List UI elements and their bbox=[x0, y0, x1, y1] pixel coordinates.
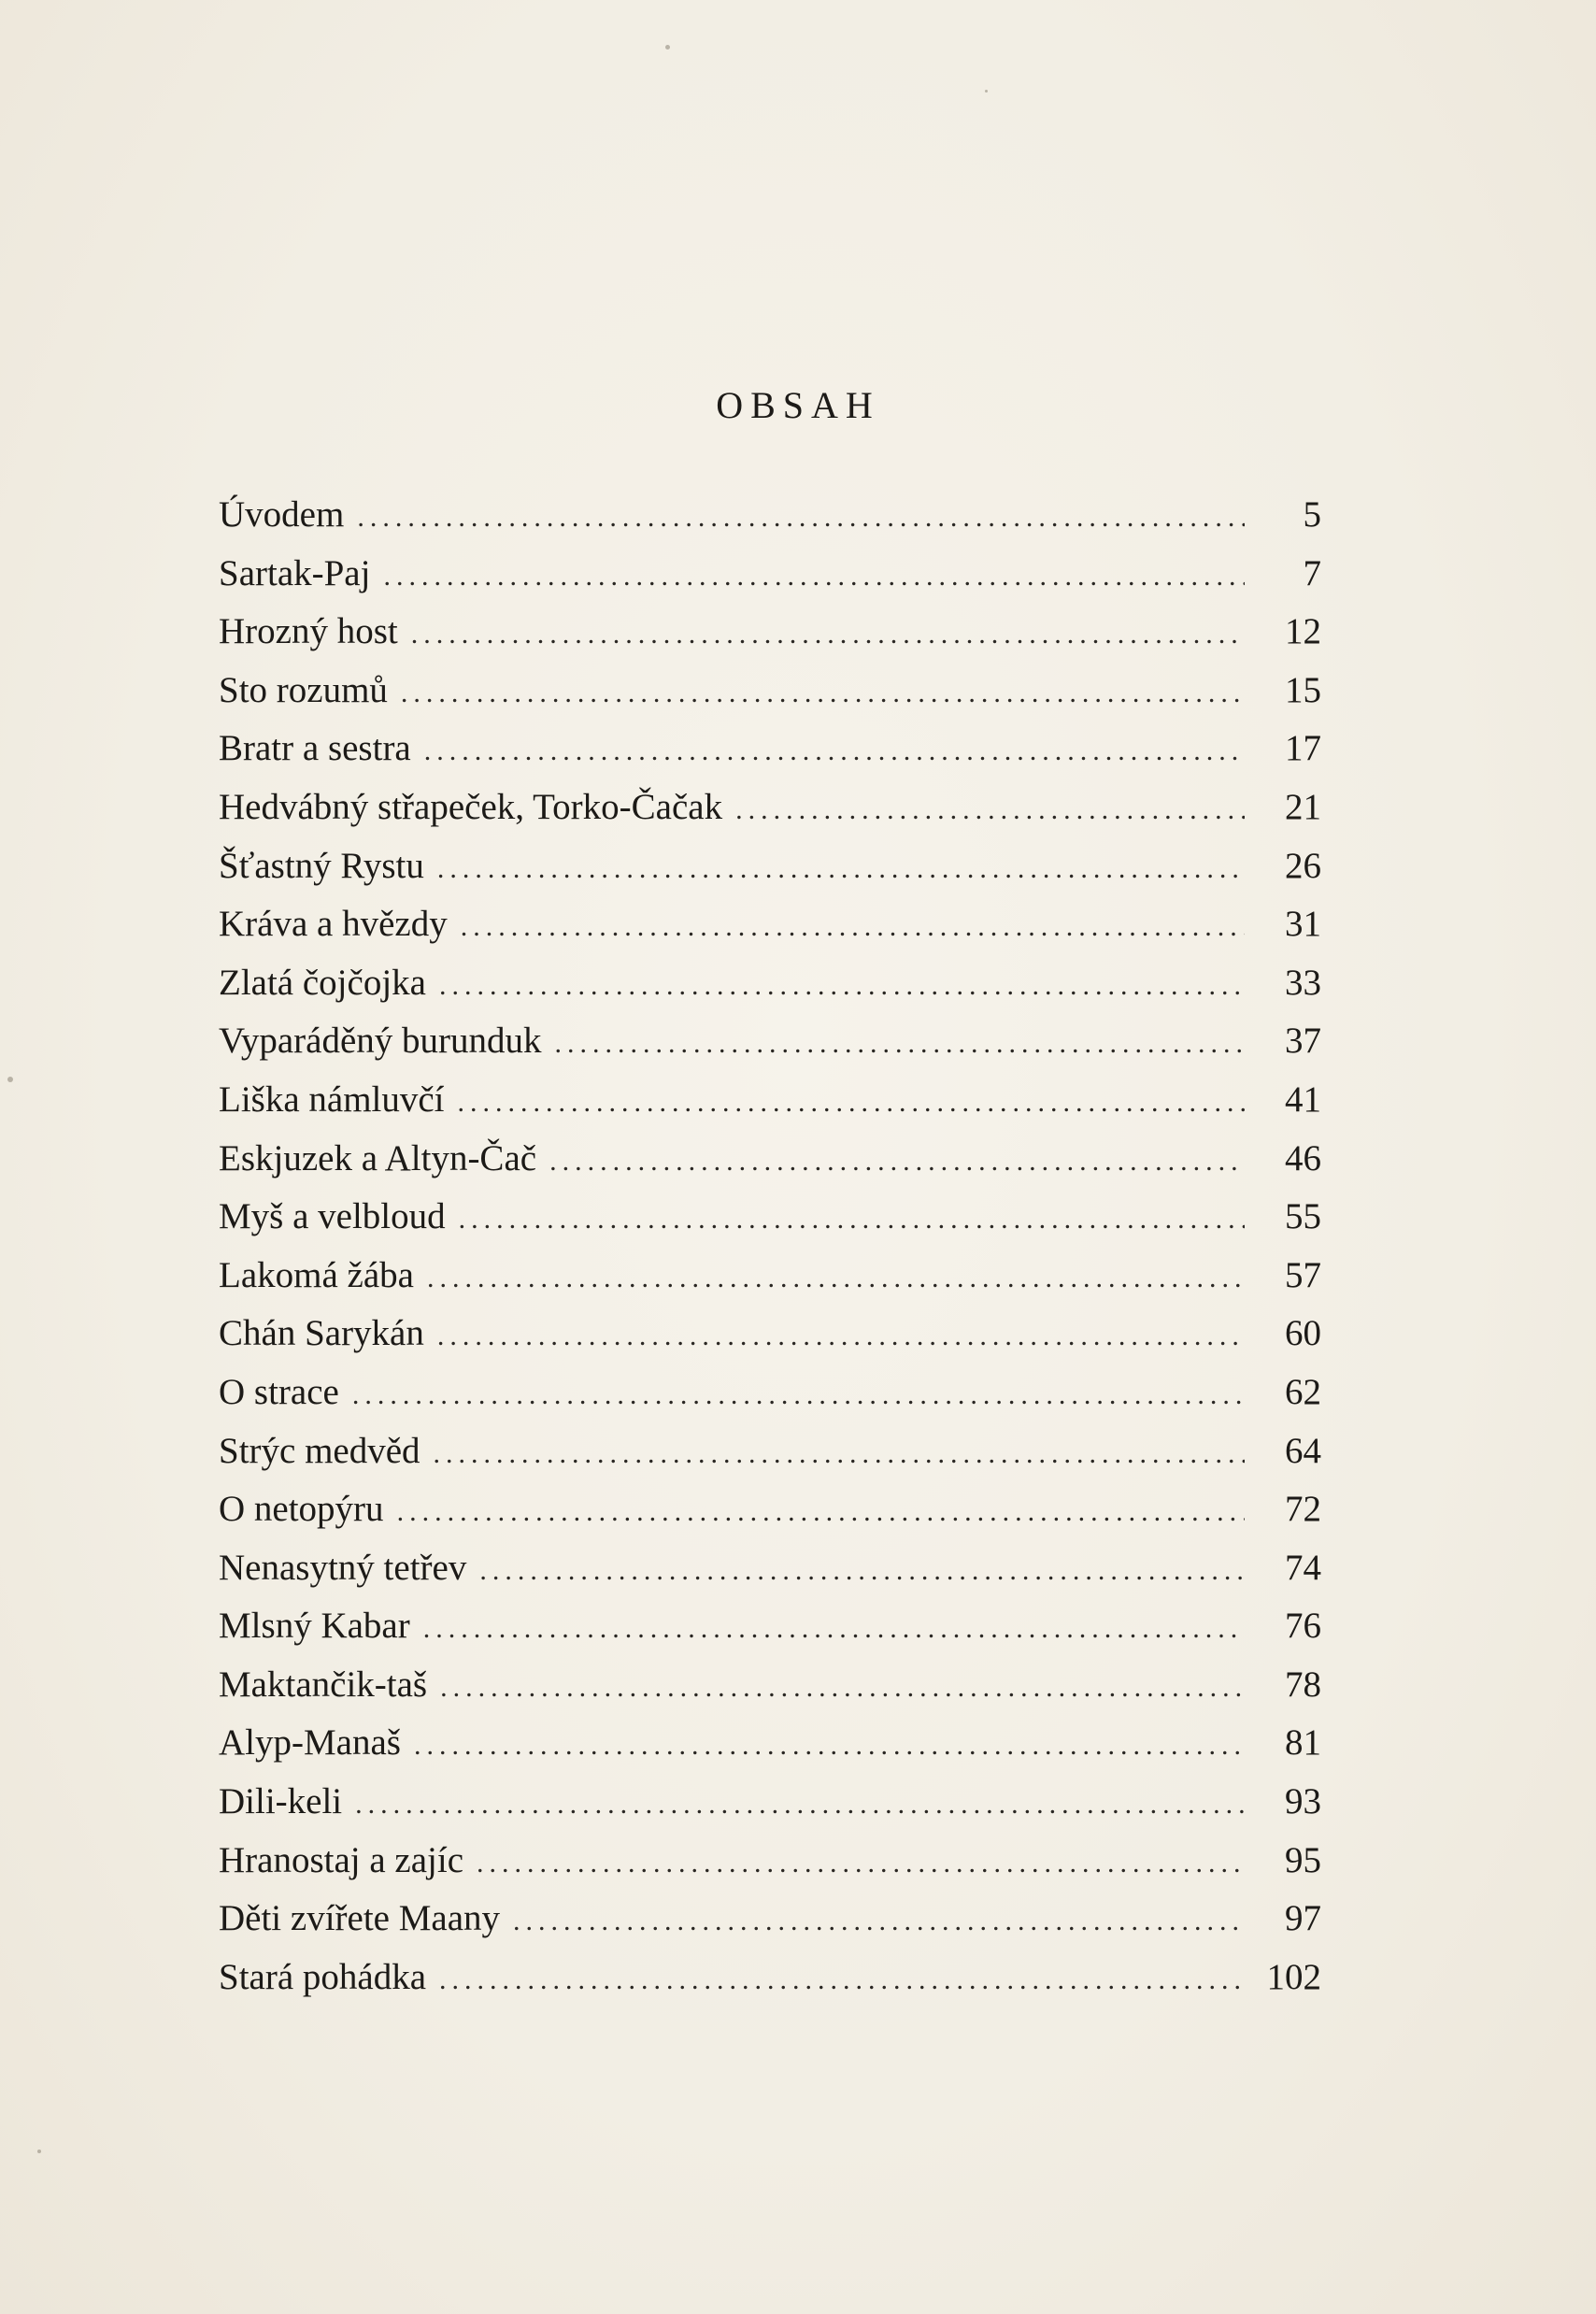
toc-entry bbox=[219, 486, 1321, 545]
toc-entry-page: 60 bbox=[1285, 1313, 1321, 1354]
toc-entry-page: 76 bbox=[1285, 1606, 1321, 1647]
toc-entry-title: Eskjuzek a Altyn-Čač bbox=[219, 1137, 537, 1178]
toc-entry-title: Lakomá žába bbox=[219, 1254, 414, 1295]
toc-entry-title: Vyparáděný burunduk bbox=[219, 1021, 542, 1062]
dot-leader bbox=[461, 898, 1245, 957]
toc-entry bbox=[219, 1890, 1321, 1949]
toc-entry bbox=[219, 1422, 1321, 1481]
toc-entry-title: Úvodem bbox=[219, 494, 345, 535]
paper-speck bbox=[7, 1077, 13, 1082]
table-of-contents bbox=[219, 486, 1321, 2007]
toc-entry-title: Hedvábný střapeček, Torko-Čačak bbox=[219, 786, 723, 827]
dot-leader bbox=[357, 489, 1245, 548]
toc-entry bbox=[219, 837, 1321, 896]
toc-entry bbox=[219, 1188, 1321, 1247]
toc-entry bbox=[219, 778, 1321, 837]
toc-entry-page: 5 bbox=[1303, 494, 1321, 535]
toc-entry bbox=[219, 1539, 1321, 1598]
dot-leader bbox=[411, 606, 1245, 664]
toc-entry bbox=[219, 1832, 1321, 1891]
dot-leader bbox=[555, 1015, 1246, 1074]
toc-entry bbox=[219, 954, 1321, 1013]
toc-entry-page: 78 bbox=[1285, 1664, 1321, 1705]
toc-entry-title: Nenasytný tetřev bbox=[219, 1547, 467, 1588]
toc-entry bbox=[219, 1949, 1321, 2007]
toc-entry-page: 37 bbox=[1285, 1021, 1321, 1062]
dot-leader bbox=[437, 840, 1245, 899]
toc-entry-title: Zlatá čojčojka bbox=[219, 962, 426, 1003]
toc-entry-title: O netopýru bbox=[219, 1489, 384, 1530]
toc-entry-page: 57 bbox=[1285, 1254, 1321, 1295]
toc-entry-title: Liška námluvčí bbox=[219, 1078, 445, 1120]
toc-entry-page: 93 bbox=[1285, 1781, 1321, 1822]
toc-entry-page: 95 bbox=[1285, 1839, 1321, 1880]
page-title: OBSAH bbox=[716, 384, 880, 426]
toc-entry-title: Myš a velbloud bbox=[219, 1196, 446, 1237]
toc-entry-title: Maktančik-taš bbox=[219, 1664, 428, 1705]
dot-leader bbox=[397, 1483, 1245, 1542]
toc-entry-page: 12 bbox=[1285, 611, 1321, 652]
dot-leader bbox=[427, 1250, 1245, 1308]
toc-entry bbox=[219, 720, 1321, 778]
dot-leader bbox=[459, 1191, 1245, 1250]
dot-leader bbox=[439, 957, 1245, 1016]
toc-entry bbox=[219, 662, 1321, 721]
toc-entry-title: Stará pohádka bbox=[219, 1956, 427, 1997]
toc-entry-title: O strace bbox=[219, 1371, 339, 1412]
dot-leader bbox=[440, 1659, 1245, 1718]
toc-entry-page: 31 bbox=[1285, 904, 1321, 945]
toc-entry bbox=[219, 895, 1321, 954]
dot-leader bbox=[549, 1133, 1245, 1192]
toc-entry-title: Sartak-Paj bbox=[219, 552, 371, 593]
toc-entry-page: 33 bbox=[1285, 962, 1321, 1003]
dot-leader bbox=[414, 1717, 1245, 1776]
toc-entry bbox=[219, 1656, 1321, 1715]
dot-leader bbox=[439, 1951, 1245, 2010]
toc-entry-page: 26 bbox=[1285, 845, 1321, 886]
toc-entry-page: 62 bbox=[1285, 1371, 1321, 1412]
toc-entry-page: 7 bbox=[1303, 552, 1321, 593]
toc-entry-title: Mlsný Kabar bbox=[219, 1606, 410, 1647]
dot-leader bbox=[352, 1366, 1245, 1425]
dot-leader bbox=[437, 1307, 1245, 1366]
toc-entry-title: Kráva a hvězdy bbox=[219, 904, 448, 945]
dot-leader bbox=[458, 1074, 1245, 1133]
toc-entry-title: Strýc medvěd bbox=[219, 1430, 420, 1471]
toc-entry-page: 15 bbox=[1285, 669, 1321, 710]
toc-entry-title: Bratr a sestra bbox=[219, 728, 411, 769]
dot-leader bbox=[355, 1776, 1245, 1835]
dot-leader bbox=[477, 1835, 1245, 1893]
dot-leader bbox=[513, 1893, 1245, 1951]
toc-entry-title: Dili-keli bbox=[219, 1781, 343, 1822]
toc-entry bbox=[219, 1364, 1321, 1422]
toc-entry-title: Šťastný Rystu bbox=[219, 845, 424, 886]
dot-leader bbox=[383, 548, 1245, 607]
toc-entry-page: 64 bbox=[1285, 1430, 1321, 1471]
toc-entry bbox=[219, 603, 1321, 662]
paper-speck bbox=[665, 45, 670, 50]
toc-entry bbox=[219, 1480, 1321, 1539]
toc-entry-title: Děti zvířete Maany bbox=[219, 1898, 501, 1939]
toc-entry bbox=[219, 1773, 1321, 1832]
toc-entry-page: 46 bbox=[1285, 1137, 1321, 1178]
toc-entry bbox=[219, 1012, 1321, 1071]
toc-entry-title: Hrozný host bbox=[219, 611, 398, 652]
toc-entry-title: Hranostaj a zajíc bbox=[219, 1839, 464, 1880]
paper-speck bbox=[985, 90, 988, 93]
toc-entry bbox=[219, 1130, 1321, 1189]
toc-entry-page: 74 bbox=[1285, 1547, 1321, 1588]
dot-leader bbox=[479, 1542, 1245, 1601]
toc-entry bbox=[219, 1071, 1321, 1130]
toc-entry-page: 97 bbox=[1285, 1898, 1321, 1939]
toc-entry-title: Alyp-Manaš bbox=[219, 1722, 401, 1764]
dot-leader bbox=[424, 722, 1245, 781]
dot-leader bbox=[735, 781, 1245, 840]
dot-leader bbox=[423, 1600, 1245, 1659]
toc-entry-title: Sto rozumů bbox=[219, 669, 388, 710]
toc-entry bbox=[219, 1714, 1321, 1773]
toc-entry bbox=[219, 1247, 1321, 1306]
toc-entry-page: 81 bbox=[1285, 1722, 1321, 1764]
toc-entry-page: 102 bbox=[1266, 1956, 1321, 1997]
toc-entry bbox=[219, 545, 1321, 604]
toc-entry-page: 41 bbox=[1285, 1078, 1321, 1120]
toc-entry-page: 72 bbox=[1285, 1489, 1321, 1530]
dot-leader bbox=[434, 1425, 1245, 1484]
toc-entry-page: 21 bbox=[1285, 786, 1321, 827]
toc-entry-page: 55 bbox=[1285, 1196, 1321, 1237]
toc-entry-title: Chán Sarykán bbox=[219, 1313, 424, 1354]
toc-entry-page: 17 bbox=[1285, 728, 1321, 769]
toc-entry bbox=[219, 1597, 1321, 1656]
toc-entry bbox=[219, 1305, 1321, 1364]
paper-speck bbox=[37, 2150, 41, 2153]
dot-leader bbox=[401, 664, 1245, 723]
